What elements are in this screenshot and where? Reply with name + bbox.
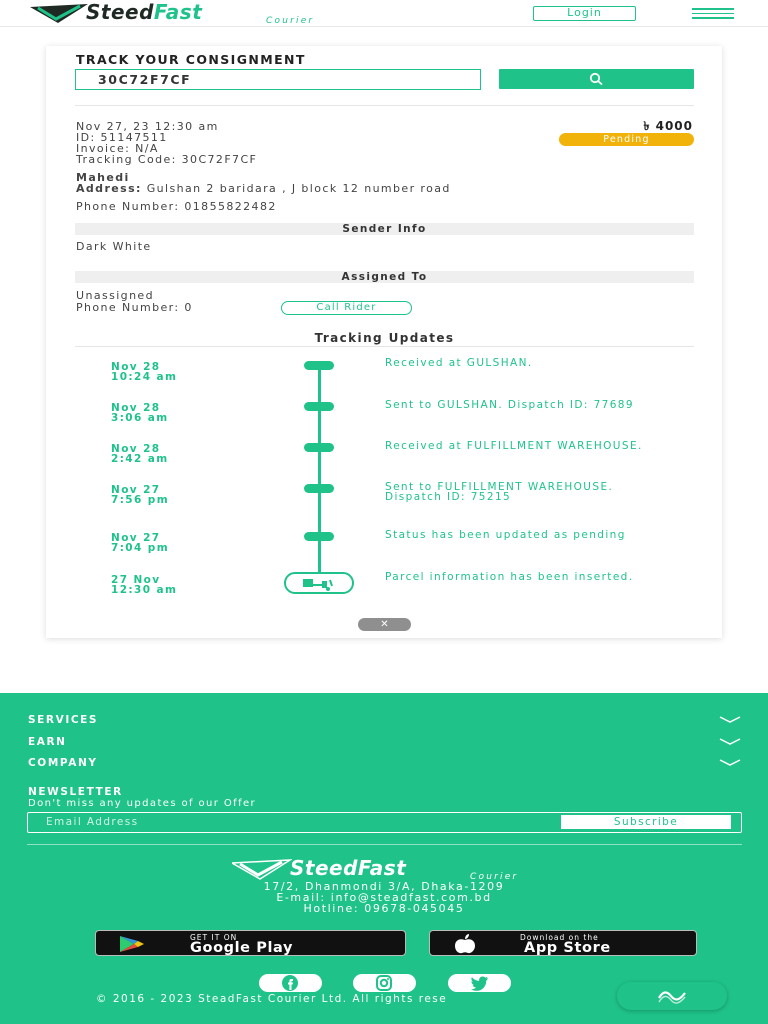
chat-button[interactable] xyxy=(617,982,727,1010)
brand-logo[interactable] xyxy=(30,0,340,26)
instagram-icon xyxy=(376,975,392,991)
divider xyxy=(75,105,694,106)
google-play-button[interactable]: GET IT ON Google Play xyxy=(95,930,406,956)
recipient-phone: Phone Number: 01855822482 xyxy=(76,200,277,213)
timeline-line xyxy=(318,366,321,574)
search-button[interactable] xyxy=(499,69,694,89)
facebook-icon xyxy=(282,975,298,991)
footer-section-earn[interactable]: EARN xyxy=(28,736,741,750)
footer-logo: SteedFast Courier xyxy=(232,859,542,881)
timeline-dot xyxy=(304,402,334,411)
apple-icon xyxy=(450,934,480,954)
footer-section-company[interactable]: COMPANY xyxy=(28,757,741,771)
timeline-dot xyxy=(304,361,334,370)
timeline-dot xyxy=(304,532,334,541)
twitter-icon xyxy=(471,975,489,991)
consignment-id: ID: 51147511 xyxy=(76,131,168,144)
consignment-tracking-code: Tracking Code: 30C72F7CF xyxy=(76,153,258,166)
parcel-icon xyxy=(302,576,338,592)
timeline-date: Nov 28 10:24 am xyxy=(111,361,178,383)
status-badge: Pending xyxy=(559,133,694,146)
chevron-down-icon xyxy=(719,714,741,724)
newsletter-form xyxy=(27,812,742,833)
assigned-name: Unassigned xyxy=(76,289,154,302)
divider xyxy=(75,346,694,347)
timeline-date: Nov 27 7:04 pm xyxy=(111,532,170,554)
timeline-text: Parcel information has been inserted. xyxy=(385,571,634,583)
app-store-button[interactable]: Download on the App Store xyxy=(429,930,697,956)
hamburger-menu-icon[interactable] xyxy=(692,8,734,20)
assigned-to-heading: Assigned To xyxy=(75,271,694,283)
timeline-date: Nov 28 3:06 am xyxy=(111,402,169,424)
copyright-text: © 2016 - 2023 SteadFast Courier Ltd. All rights rese xyxy=(96,993,448,1005)
search-icon xyxy=(588,72,604,86)
email-input[interactable] xyxy=(46,814,546,830)
timeline-date: Nov 27 7:56 pm xyxy=(111,484,170,506)
close-button[interactable]: ✕ xyxy=(358,618,411,631)
login-button[interactable]: Login xyxy=(533,6,636,21)
tracking-updates-heading: Tracking Updates xyxy=(314,331,455,345)
footer-section-services[interactable]: SERVICES xyxy=(28,714,741,728)
consignment-invoice: Invoice: N/A xyxy=(76,142,159,155)
site-header xyxy=(0,0,768,27)
logo-check-icon xyxy=(232,859,292,881)
facebook-button[interactable] xyxy=(259,974,322,992)
consignment-price: ৳ 4000 xyxy=(643,119,693,133)
chevron-down-icon xyxy=(719,757,741,767)
instagram-button[interactable] xyxy=(353,974,416,992)
sender-name: Dark White xyxy=(76,240,152,253)
assigned-phone: Phone Number: 0 xyxy=(76,301,193,314)
twitter-button[interactable] xyxy=(448,974,511,992)
call-rider-button[interactable]: Call Rider xyxy=(281,301,412,315)
chevron-down-icon xyxy=(719,736,741,746)
footer-hotline[interactable]: Hotline: 09678-045045 xyxy=(303,902,465,915)
google-play-icon xyxy=(118,936,146,952)
footer-divider xyxy=(27,844,742,845)
chat-icon xyxy=(657,987,687,1005)
timeline-dot xyxy=(304,484,334,493)
logo-subtitle: Courier xyxy=(266,16,315,26)
timeline-text: Status has been updated as pending xyxy=(385,529,626,541)
footer-address: 17/2, Dhanmondi 3/A, Dhaka-1209 xyxy=(263,880,505,893)
timeline-date: 27 Nov 12:30 am xyxy=(111,574,178,596)
recipient-name: Mahedi xyxy=(76,171,130,184)
tracking-code-input[interactable] xyxy=(75,69,481,90)
timeline-text: Sent to FULFILLMENT WAREHOUSE. Dispatch ID: 75215 xyxy=(385,481,614,503)
timeline-date: Nov 28 2:42 am xyxy=(111,443,169,465)
footer-email[interactable]: E-mail: info@steadfast.com.bd xyxy=(276,891,492,904)
parcel-inserted-marker xyxy=(284,572,354,594)
recipient-address: Address: Gulshan 2 baridara , J block 12 number road xyxy=(76,182,451,195)
consignment-date: Nov 27, 23 12:30 am xyxy=(76,120,219,133)
timeline-text: Received at GULSHAN. xyxy=(385,357,533,369)
newsletter-subtitle: Don't miss any updates of our Offer xyxy=(28,798,257,809)
newsletter-title: NEWSLETTER xyxy=(28,786,123,798)
timeline-text: Received at FULFILLMENT WAREHOUSE. xyxy=(385,440,643,452)
subscribe-button[interactable]: Subscribe xyxy=(561,815,731,829)
timeline-dot xyxy=(304,443,334,452)
site-footer xyxy=(0,693,768,1024)
logo-wordmark: SteedFast xyxy=(86,0,203,24)
sender-info-heading: Sender Info xyxy=(75,223,694,235)
tracking-card xyxy=(46,46,722,638)
logo-check-icon xyxy=(30,3,90,25)
track-title: TRACK YOUR CONSIGNMENT xyxy=(76,52,306,67)
timeline-text: Sent to GULSHAN. Dispatch ID: 77689 xyxy=(385,399,634,411)
